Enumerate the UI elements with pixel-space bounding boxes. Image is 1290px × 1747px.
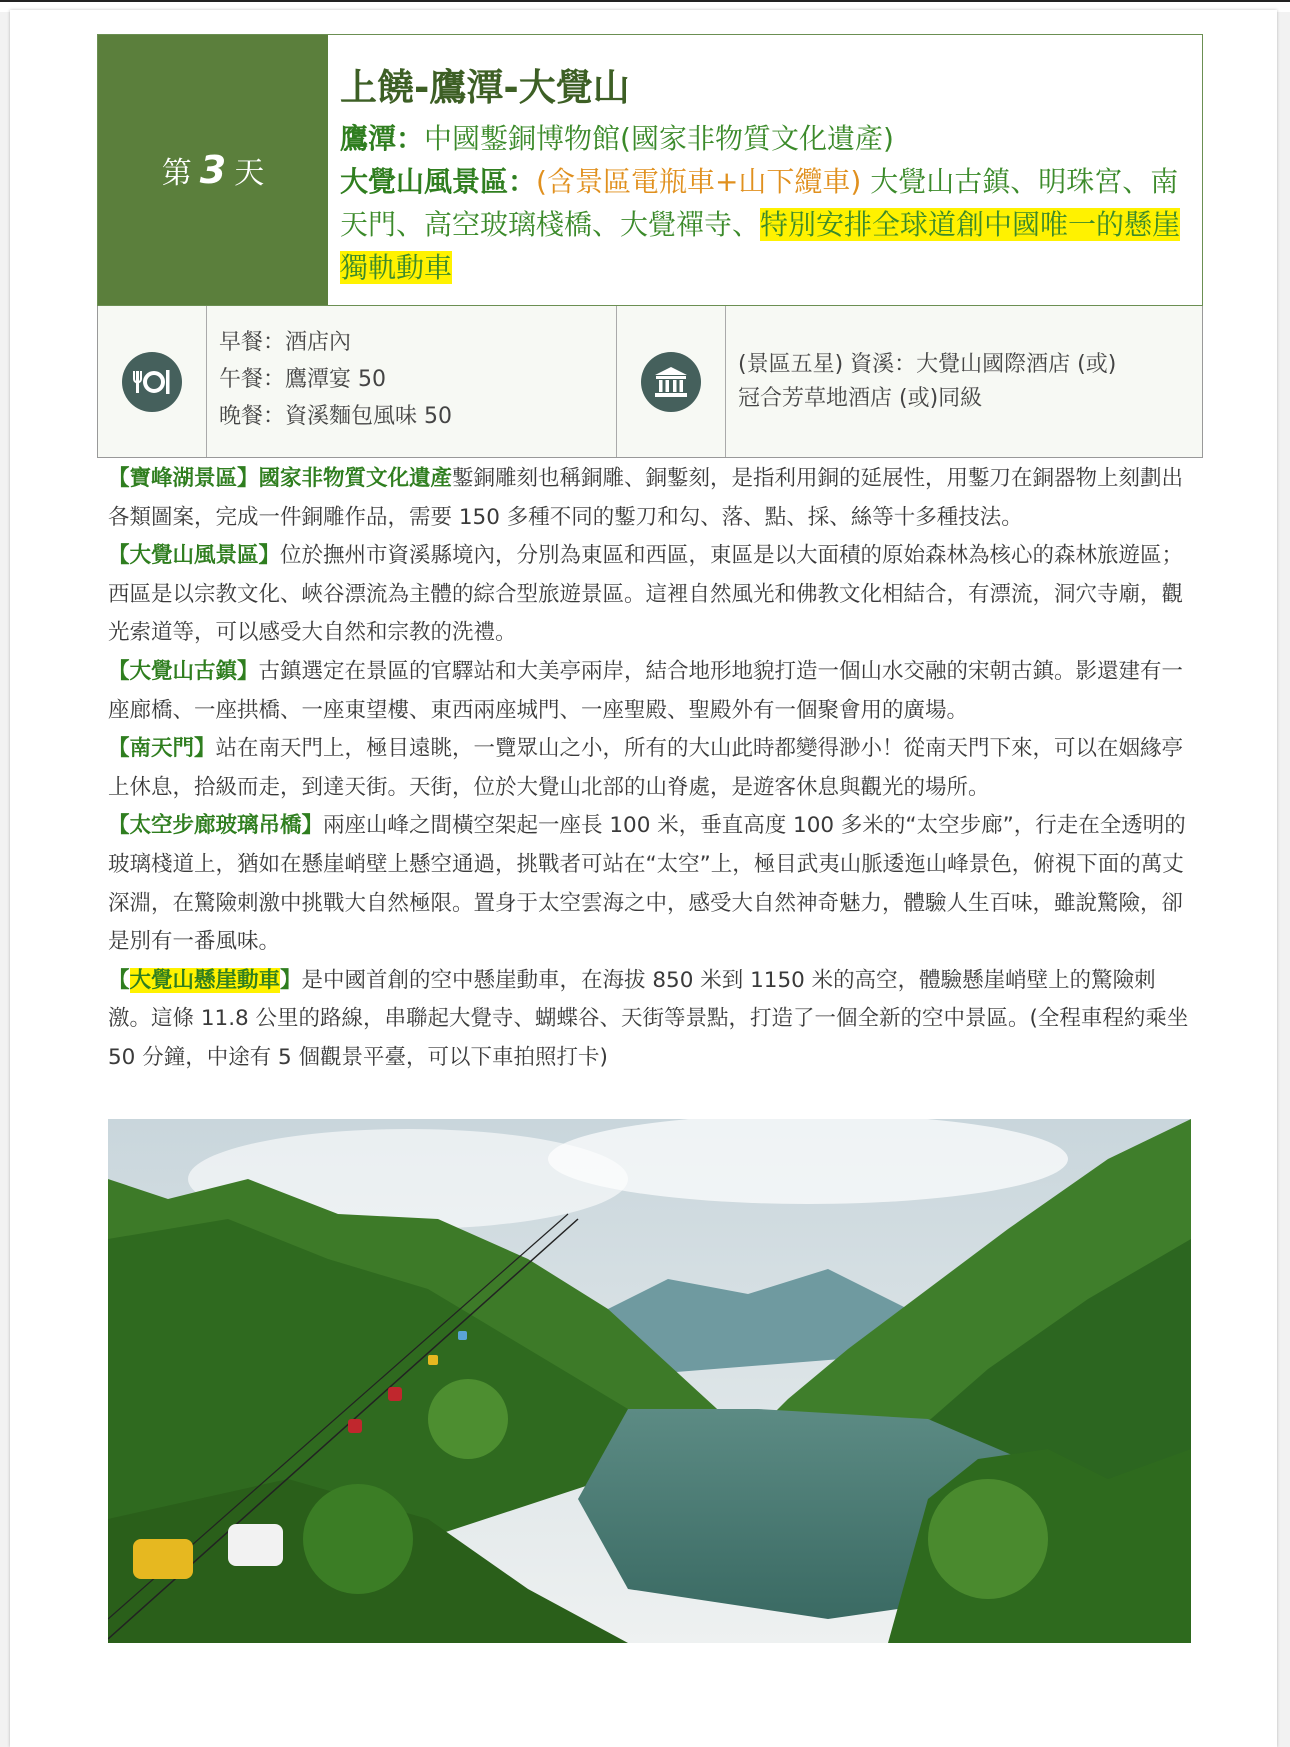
scenery-photo xyxy=(108,1119,1191,1643)
section-text: 位於撫州市資溪縣境內，分別為東區和西區，東區是以大面積的原始森林為核心的森林旅遊區；西區是以宗教文化、峽谷漂流為主體的綜合型旅遊景區。這裡自然風光和佛教文化相結合，有漂流，洞穴寺廟，觀光索道等，可以感受大自然和宗教的洗禮。 xyxy=(108,543,1184,646)
section-title: 【寶峰湖景區】國家非物質文化遺產 xyxy=(108,466,453,491)
day-prefix: 第 xyxy=(161,156,192,191)
section-title-close: 】 xyxy=(280,967,302,993)
section-baofeng xyxy=(108,460,1194,537)
dajueshan-included: (含景區電瓶車+山下纜車) xyxy=(536,165,862,198)
dajueshan-label: 大覺山風景區： xyxy=(340,165,537,198)
dajueshan-spots: 大覺山古鎮、明珠宮、南天門、高空玻璃棧橋、大覺禪寺、 xyxy=(340,165,1179,241)
hotel-info xyxy=(726,306,1202,457)
section-title-highlight: 大覺山懸崖動車 xyxy=(129,967,281,993)
hotel-line-2: 冠合芳草地酒店 (或)同級 xyxy=(738,386,983,411)
section-title: 【大覺山風景區】 xyxy=(108,543,281,569)
section-title-open: 【 xyxy=(108,967,130,993)
dajueshan-highlight: 特別安排全球道創中國唯一的懸崖獨軌動車 xyxy=(340,208,1181,284)
hotel-icon-cell xyxy=(617,306,726,457)
dajueshan-line xyxy=(340,160,1188,289)
yingtan-label: 鷹潭： xyxy=(340,122,425,155)
section-title: 【太空步廊玻璃吊橋】 xyxy=(108,813,324,839)
section-nantianmen xyxy=(108,730,1194,807)
section-text: 兩座山峰之間橫空架起一座長 100 米，垂直高度 100 多米的“太空步廊”，行走在全透明的玻璃棧道上，猶如在懸崖峭壁上懸空通過，挑戰者可站在“太空”上，極目武夷山脈逶迤山峰景色，俯視下面的萬丈深淵，在驚險刺激中挑戰大自然極限。置身于太空雲海之中，感受大自然神奇魅力，體驗人生百味，雖說驚險，卻是別有一番風味。 xyxy=(108,813,1186,955)
day-number: 3 xyxy=(199,148,227,192)
section-text: 古鎮選定在景區的官驛站和大美亭兩岸，結合地形地貌打造一個山水交融的宋朝古鎮。影還建有一座廊橋、一座拱橋、一座東望樓、東西兩座城門、一座聖殿、聖殿外有一個聚會用的廣場。 xyxy=(108,658,1184,723)
day-header xyxy=(97,34,1203,306)
itinerary-summary xyxy=(328,35,1202,305)
breakfast: 早餐：酒店內 xyxy=(219,330,352,355)
hotel-building-icon xyxy=(641,352,701,412)
yingtan-line xyxy=(340,117,1188,160)
day-suffix: 天 xyxy=(234,156,265,191)
attraction-descriptions xyxy=(108,460,1194,1078)
dinner: 晚餐：資溪麵包風味 50 xyxy=(219,404,452,429)
section-cliff-train xyxy=(108,962,1194,1078)
section-dajueshan-area xyxy=(108,537,1194,653)
meals-hotel-row xyxy=(97,306,1203,458)
section-title: 【南天門】 xyxy=(108,736,216,762)
section-text: 站在南天門上，極目遠眺，一覽眾山之小，所有的大山此時都變得渺小！從南天門下來，可以在姻緣亭上休息，拾級而走，到達天街。天街，位於大覺山北部的山脊處，是遊客休息與觀光的場所。 xyxy=(108,736,1184,800)
day-label xyxy=(98,35,328,305)
route-title: 上饒-鷹潭-大覺山 xyxy=(340,66,630,109)
section-text: 是中國首創的空中懸崖動車，在海拔 850 米到 1150 米的高空，體驗懸崖峭壁上的驚險刺激。這條 11.8 公里的路線，串聯起大覺寺、蝴蝶谷、天街等景點，打造了一個全新的空中景區。(全程車程約乘坐 50 分鐘，中途有 5 個觀景平臺，可以下車拍照打卡) xyxy=(108,967,1189,1070)
section-glass-bridge xyxy=(108,807,1194,961)
section-ancient-town xyxy=(108,653,1194,730)
lunch: 午餐：鷹潭宴 50 xyxy=(219,367,386,392)
section-text: 鏨銅雕刻也稱銅雕、銅鏨刻，是指利用銅的延展性，用鏨刀在銅器物上刻劃出各類圖案，完成一件銅雕作品，需要 150 多種不同的鏨刀和勾、落、點、採、絲等十多種技法。 xyxy=(108,466,1184,530)
hotel-line-1: (景區五星) 資溪：大覺山國際酒店 (或) xyxy=(738,352,1117,377)
meal-icon xyxy=(122,352,182,412)
section-title: 【大覺山古鎮】 xyxy=(108,658,259,684)
meals-list xyxy=(207,306,617,457)
yingtan-text: 中國鏨銅博物館(國家非物質文化遺產) xyxy=(424,122,894,155)
meal-icon-cell xyxy=(98,306,207,457)
